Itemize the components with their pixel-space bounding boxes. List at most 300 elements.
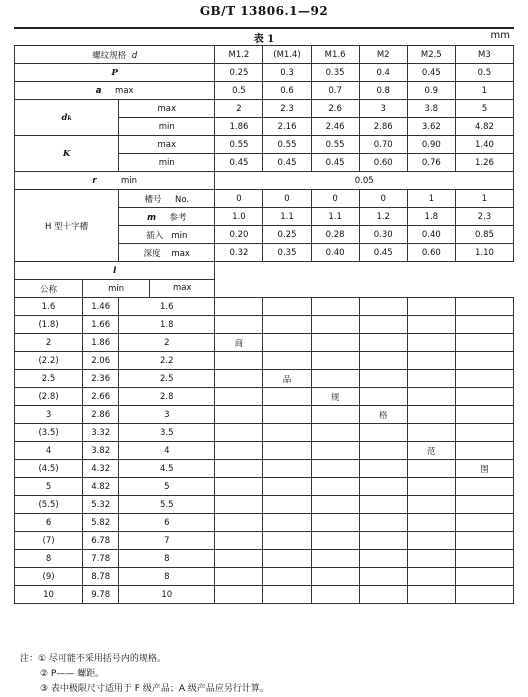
value-cell: 5 xyxy=(455,100,513,118)
range-cell xyxy=(455,496,513,514)
value-cell: 0.35 xyxy=(311,64,359,82)
l-nominal: (5.5) xyxy=(15,496,83,514)
note-3: ③ 表中极限尺寸适用于 F 级产品；A 级产品应另行计算。 xyxy=(40,684,269,694)
slot-ins-name: 插入 xyxy=(146,230,164,241)
l-min: 7.78 xyxy=(83,550,119,568)
value-cell: 2.46 xyxy=(311,118,359,136)
blank-area xyxy=(215,280,514,298)
value-cell: 1.1 xyxy=(311,208,359,226)
range-cell xyxy=(359,586,407,604)
length-row xyxy=(15,370,514,388)
l-min: 2.86 xyxy=(83,406,119,424)
range-cell xyxy=(359,460,407,478)
range-cell xyxy=(311,460,359,478)
value-cell: 0.55 xyxy=(215,136,263,154)
range-cell xyxy=(407,550,455,568)
l-min: 5.82 xyxy=(83,514,119,532)
value-cell: 0.32 xyxy=(215,244,263,262)
range-cell xyxy=(263,352,311,370)
l-nominal: 6 xyxy=(15,514,83,532)
length-row xyxy=(15,298,514,316)
value-cell: 1 xyxy=(455,190,513,208)
range-cell xyxy=(455,352,513,370)
range-cell xyxy=(215,388,263,406)
col-head: M1.6 xyxy=(311,46,359,64)
value-cell: 0 xyxy=(359,190,407,208)
range-cell xyxy=(359,514,407,532)
l-min: 2.36 xyxy=(83,370,119,388)
range-cell xyxy=(407,370,455,388)
l-min: 2.66 xyxy=(83,388,119,406)
table-title: 表 1 xyxy=(253,34,275,45)
range-cell xyxy=(215,550,263,568)
l-max: 2.2 xyxy=(119,352,215,370)
range-cell xyxy=(215,352,263,370)
range-cell xyxy=(215,334,263,352)
length-row xyxy=(15,424,514,442)
length-row xyxy=(15,460,514,478)
l-nominal: 8 xyxy=(15,550,83,568)
l-nominal: (4.5) xyxy=(15,460,83,478)
range-cell xyxy=(359,406,407,424)
value-cell: 3.62 xyxy=(407,118,455,136)
range-cell xyxy=(263,496,311,514)
range-cell xyxy=(407,298,455,316)
l-nominal: (3.5) xyxy=(15,424,83,442)
l-head-nominal: 公称 xyxy=(15,280,83,298)
range-cell xyxy=(455,550,513,568)
range-cell xyxy=(263,586,311,604)
range-cell xyxy=(359,532,407,550)
value-cell: 2.16 xyxy=(263,118,311,136)
l-head-max: max xyxy=(149,280,214,297)
range-cell xyxy=(359,568,407,586)
range-cell xyxy=(359,388,407,406)
dk-subscript: k xyxy=(67,114,72,122)
value-cell: 2.6 xyxy=(311,100,359,118)
value-cell: 0.90 xyxy=(407,136,455,154)
slot-no-name: 槽号 xyxy=(144,194,162,205)
value-cell: 1 xyxy=(407,190,455,208)
range-cell xyxy=(359,442,407,460)
length-row xyxy=(15,568,514,586)
row-l-head xyxy=(15,280,514,298)
range-cell xyxy=(407,388,455,406)
notes xyxy=(20,652,269,697)
range-cell xyxy=(215,514,263,532)
length-row xyxy=(15,586,514,604)
range-cell xyxy=(359,496,407,514)
value-cell: 2 xyxy=(215,100,263,118)
range-cell xyxy=(407,514,455,532)
range-cell xyxy=(311,424,359,442)
slot-m-symbol: m xyxy=(147,212,156,223)
range-cell xyxy=(311,388,359,406)
length-row xyxy=(15,406,514,424)
value-cell: 0.7 xyxy=(311,82,359,100)
range-cell xyxy=(263,550,311,568)
range-cell xyxy=(455,370,513,388)
length-row xyxy=(15,550,514,568)
l-max: 6 xyxy=(119,514,215,532)
l-max: 2 xyxy=(119,334,215,352)
l-max: 8 xyxy=(119,568,215,586)
range-cell xyxy=(359,334,407,352)
r-value: 0.05 xyxy=(215,172,514,190)
l-nominal: (2.8) xyxy=(15,388,83,406)
range-cell xyxy=(263,568,311,586)
value-cell: 0.70 xyxy=(359,136,407,154)
l-max: 1.8 xyxy=(119,316,215,334)
range-cell xyxy=(263,388,311,406)
length-row xyxy=(15,514,514,532)
value-cell: 4.82 xyxy=(455,118,513,136)
l-nominal: 4 xyxy=(15,442,83,460)
range-cell xyxy=(359,316,407,334)
row-k-max xyxy=(15,136,514,154)
header-rule xyxy=(14,27,514,29)
l-max: 4.5 xyxy=(119,460,215,478)
l-nominal: 3 xyxy=(15,406,83,424)
value-cell: 0.3 xyxy=(263,64,311,82)
l-min: 9.78 xyxy=(83,586,119,604)
r-qual: min xyxy=(120,175,137,186)
row-a xyxy=(15,82,514,100)
l-nominal: 5 xyxy=(15,478,83,496)
value-cell: 0.40 xyxy=(407,226,455,244)
col-head: M1.2 xyxy=(215,46,263,64)
value-cell: 0 xyxy=(263,190,311,208)
slot-m-label xyxy=(119,208,215,226)
value-cell: 0 xyxy=(311,190,359,208)
value-cell: 2.3 xyxy=(263,100,311,118)
l-max: 8 xyxy=(119,550,215,568)
length-row xyxy=(15,496,514,514)
slot-ins-label xyxy=(119,226,215,244)
range-cell xyxy=(359,550,407,568)
blank-area xyxy=(215,262,514,280)
r-symbol: r xyxy=(92,175,97,186)
range-cell xyxy=(455,514,513,532)
range-char: 围 xyxy=(480,464,489,475)
range-cell xyxy=(263,334,311,352)
col-head: M3 xyxy=(455,46,513,64)
range-cell xyxy=(263,442,311,460)
value-cell: 3 xyxy=(359,100,407,118)
l-min: 1.86 xyxy=(83,334,119,352)
value-cell: 0.85 xyxy=(455,226,513,244)
range-cell xyxy=(407,406,455,424)
range-cell xyxy=(311,406,359,424)
value-cell: 1 xyxy=(455,82,513,100)
range-cell xyxy=(455,568,513,586)
range-cell xyxy=(263,370,311,388)
range-cell xyxy=(455,478,513,496)
range-cell xyxy=(311,478,359,496)
range-cell xyxy=(455,460,513,478)
value-cell: 0.25 xyxy=(215,64,263,82)
l-head-min-wrap xyxy=(83,280,215,298)
range-cell xyxy=(215,496,263,514)
thread-symbol: d xyxy=(131,50,138,61)
range-cell xyxy=(311,532,359,550)
value-cell: 1.8 xyxy=(407,208,455,226)
value-cell: 0.45 xyxy=(263,154,311,172)
l-max: 4 xyxy=(119,442,215,460)
value-cell: 0.45 xyxy=(311,154,359,172)
value-cell: 1.40 xyxy=(455,136,513,154)
value-cell: 0.45 xyxy=(407,64,455,82)
dk-symbol-cell xyxy=(15,100,119,136)
l-max: 3 xyxy=(119,406,215,424)
l-head-min: min xyxy=(108,283,125,294)
value-cell: 0.28 xyxy=(311,226,359,244)
range-char: 品 xyxy=(282,374,292,385)
value-cell: 0.8 xyxy=(359,82,407,100)
l-min: 4.32 xyxy=(83,460,119,478)
range-cell xyxy=(455,424,513,442)
slot-dep-name: 深度 xyxy=(143,248,161,259)
range-cell xyxy=(407,568,455,586)
l-min: 5.32 xyxy=(83,496,119,514)
l-max: 5.5 xyxy=(119,496,215,514)
value-cell: 0.9 xyxy=(407,82,455,100)
l-min: 1.66 xyxy=(83,316,119,334)
l-nominal: (7) xyxy=(15,532,83,550)
range-cell xyxy=(359,424,407,442)
l-min: 2.06 xyxy=(83,352,119,370)
range-cell xyxy=(263,460,311,478)
length-row xyxy=(15,388,514,406)
k-min-qual: min xyxy=(119,154,215,172)
note-1: 注：① 尽可能不采用括号内的规格。 xyxy=(20,654,166,664)
length-row xyxy=(15,352,514,370)
range-cell xyxy=(215,424,263,442)
note-2: ② P—— 螺距。 xyxy=(40,669,105,679)
value-cell: 0.40 xyxy=(311,244,359,262)
range-cell xyxy=(455,298,513,316)
l-nominal: (1.8) xyxy=(15,316,83,334)
range-cell xyxy=(407,478,455,496)
value-cell: 1.1 xyxy=(263,208,311,226)
range-cell xyxy=(311,298,359,316)
range-cell xyxy=(263,514,311,532)
l-max: 7 xyxy=(119,532,215,550)
value-cell: 1.0 xyxy=(215,208,263,226)
range-cell xyxy=(455,316,513,334)
range-cell xyxy=(407,496,455,514)
length-row xyxy=(15,334,514,352)
range-cell xyxy=(359,478,407,496)
range-cell xyxy=(407,352,455,370)
range-cell xyxy=(407,586,455,604)
thread-label-cell xyxy=(15,46,215,64)
k-symbol: K xyxy=(15,136,119,172)
dk-symbol: d xyxy=(61,112,68,123)
length-row xyxy=(15,442,514,460)
range-cell xyxy=(455,442,513,460)
value-cell: 0.6 xyxy=(263,82,311,100)
length-rows xyxy=(15,298,514,604)
range-char: 规 xyxy=(330,392,340,403)
l-symbol: l xyxy=(15,262,215,280)
range-cell xyxy=(215,316,263,334)
range-cell xyxy=(263,298,311,316)
row-slot-no xyxy=(15,190,514,208)
value-cell: 0.45 xyxy=(359,244,407,262)
dk-min-qual: min xyxy=(119,118,215,136)
p-symbol: P xyxy=(15,64,215,82)
range-cell xyxy=(263,532,311,550)
slot-no-label xyxy=(119,190,215,208)
range-char: 格 xyxy=(378,410,388,421)
value-cell: 2.86 xyxy=(359,118,407,136)
value-cell: 0.76 xyxy=(407,154,455,172)
value-cell: 0.55 xyxy=(263,136,311,154)
range-cell xyxy=(407,532,455,550)
range-cell xyxy=(263,478,311,496)
range-cell xyxy=(455,586,513,604)
l-nominal: 1.6 xyxy=(15,298,83,316)
l-min: 3.82 xyxy=(83,442,119,460)
value-cell: 0.35 xyxy=(263,244,311,262)
range-cell xyxy=(263,424,311,442)
range-char: 商 xyxy=(234,338,244,349)
row-p xyxy=(15,64,514,82)
l-min: 8.78 xyxy=(83,568,119,586)
value-cell: 1.86 xyxy=(215,118,263,136)
value-cell: 0.55 xyxy=(311,136,359,154)
l-max: 2.5 xyxy=(119,370,215,388)
value-cell: 0.20 xyxy=(215,226,263,244)
range-cell xyxy=(455,406,513,424)
value-cell: 0.60 xyxy=(359,154,407,172)
row-r xyxy=(15,172,514,190)
value-cell: 0.4 xyxy=(359,64,407,82)
l-min: 3.32 xyxy=(83,424,119,442)
range-cell xyxy=(215,532,263,550)
slot-label: H 型十字槽 xyxy=(15,190,119,262)
range-cell xyxy=(407,334,455,352)
col-head: M2 xyxy=(359,46,407,64)
range-cell xyxy=(215,298,263,316)
range-cell xyxy=(407,442,455,460)
range-cell xyxy=(359,298,407,316)
dk-max-qual: max xyxy=(119,100,215,118)
slot-m-qual: 参考 xyxy=(169,212,187,223)
l-max: 1.6 xyxy=(119,298,215,316)
slot-dep-qual: max xyxy=(171,248,190,259)
l-nominal: (9) xyxy=(15,568,83,586)
range-cell xyxy=(215,568,263,586)
range-cell xyxy=(311,550,359,568)
range-cell xyxy=(455,532,513,550)
l-max: 5 xyxy=(119,478,215,496)
l-min: 6.78 xyxy=(83,532,119,550)
l-max: 3.5 xyxy=(119,424,215,442)
a-label-cell xyxy=(15,82,215,100)
range-cell xyxy=(359,352,407,370)
value-cell: 3.8 xyxy=(407,100,455,118)
range-cell xyxy=(311,316,359,334)
spec-table xyxy=(14,45,514,604)
value-cell: 0.60 xyxy=(407,244,455,262)
r-label-cell xyxy=(15,172,215,190)
range-cell xyxy=(215,406,263,424)
range-cell xyxy=(311,496,359,514)
range-cell xyxy=(407,316,455,334)
range-cell xyxy=(311,370,359,388)
value-cell: 1.2 xyxy=(359,208,407,226)
range-cell xyxy=(215,478,263,496)
range-cell xyxy=(407,460,455,478)
l-max: 10 xyxy=(119,586,215,604)
col-head: (M1.4) xyxy=(263,46,311,64)
thread-label: 螺纹规格 xyxy=(92,50,127,61)
range-cell xyxy=(311,334,359,352)
unit-label: mm xyxy=(490,30,510,41)
l-min: 1.46 xyxy=(83,298,119,316)
a-symbol: a xyxy=(95,85,102,96)
length-row xyxy=(15,532,514,550)
length-row xyxy=(15,316,514,334)
row-dk-max xyxy=(15,100,514,118)
value-cell: 2.3 xyxy=(455,208,513,226)
range-cell xyxy=(311,442,359,460)
col-head: M2.5 xyxy=(407,46,455,64)
l-nominal: 2.5 xyxy=(15,370,83,388)
header-row xyxy=(15,46,514,64)
range-cell xyxy=(215,370,263,388)
range-cell xyxy=(311,586,359,604)
value-cell: 1.26 xyxy=(455,154,513,172)
value-cell: 0.5 xyxy=(215,82,263,100)
row-l-symbol xyxy=(15,262,514,280)
length-row xyxy=(15,478,514,496)
k-max-qual: max xyxy=(119,136,215,154)
range-cell xyxy=(455,388,513,406)
range-cell xyxy=(215,460,263,478)
l-nominal: 10 xyxy=(15,586,83,604)
slot-no-qual: No. xyxy=(174,194,190,205)
value-cell: 0.45 xyxy=(215,154,263,172)
value-cell: 0.25 xyxy=(263,226,311,244)
range-cell xyxy=(311,514,359,532)
range-cell xyxy=(359,370,407,388)
a-qual: max xyxy=(115,85,134,96)
range-cell xyxy=(263,406,311,424)
range-cell xyxy=(215,586,263,604)
range-cell xyxy=(407,424,455,442)
range-cell xyxy=(263,316,311,334)
range-cell xyxy=(215,442,263,460)
standard-number: GB/T 13806.1—92 xyxy=(199,4,329,18)
l-nominal: 2 xyxy=(15,334,83,352)
l-min: 4.82 xyxy=(83,478,119,496)
slot-dep-label xyxy=(119,244,215,262)
l-nominal: (2.2) xyxy=(15,352,83,370)
value-cell: 0 xyxy=(215,190,263,208)
range-cell xyxy=(311,568,359,586)
l-max: 2.8 xyxy=(119,388,215,406)
value-cell: 0.5 xyxy=(455,64,513,82)
slot-ins-qual: min xyxy=(171,230,188,241)
range-cell xyxy=(455,334,513,352)
value-cell: 0.30 xyxy=(359,226,407,244)
range-cell xyxy=(311,352,359,370)
range-char: 范 xyxy=(427,446,436,457)
value-cell: 1.10 xyxy=(455,244,513,262)
